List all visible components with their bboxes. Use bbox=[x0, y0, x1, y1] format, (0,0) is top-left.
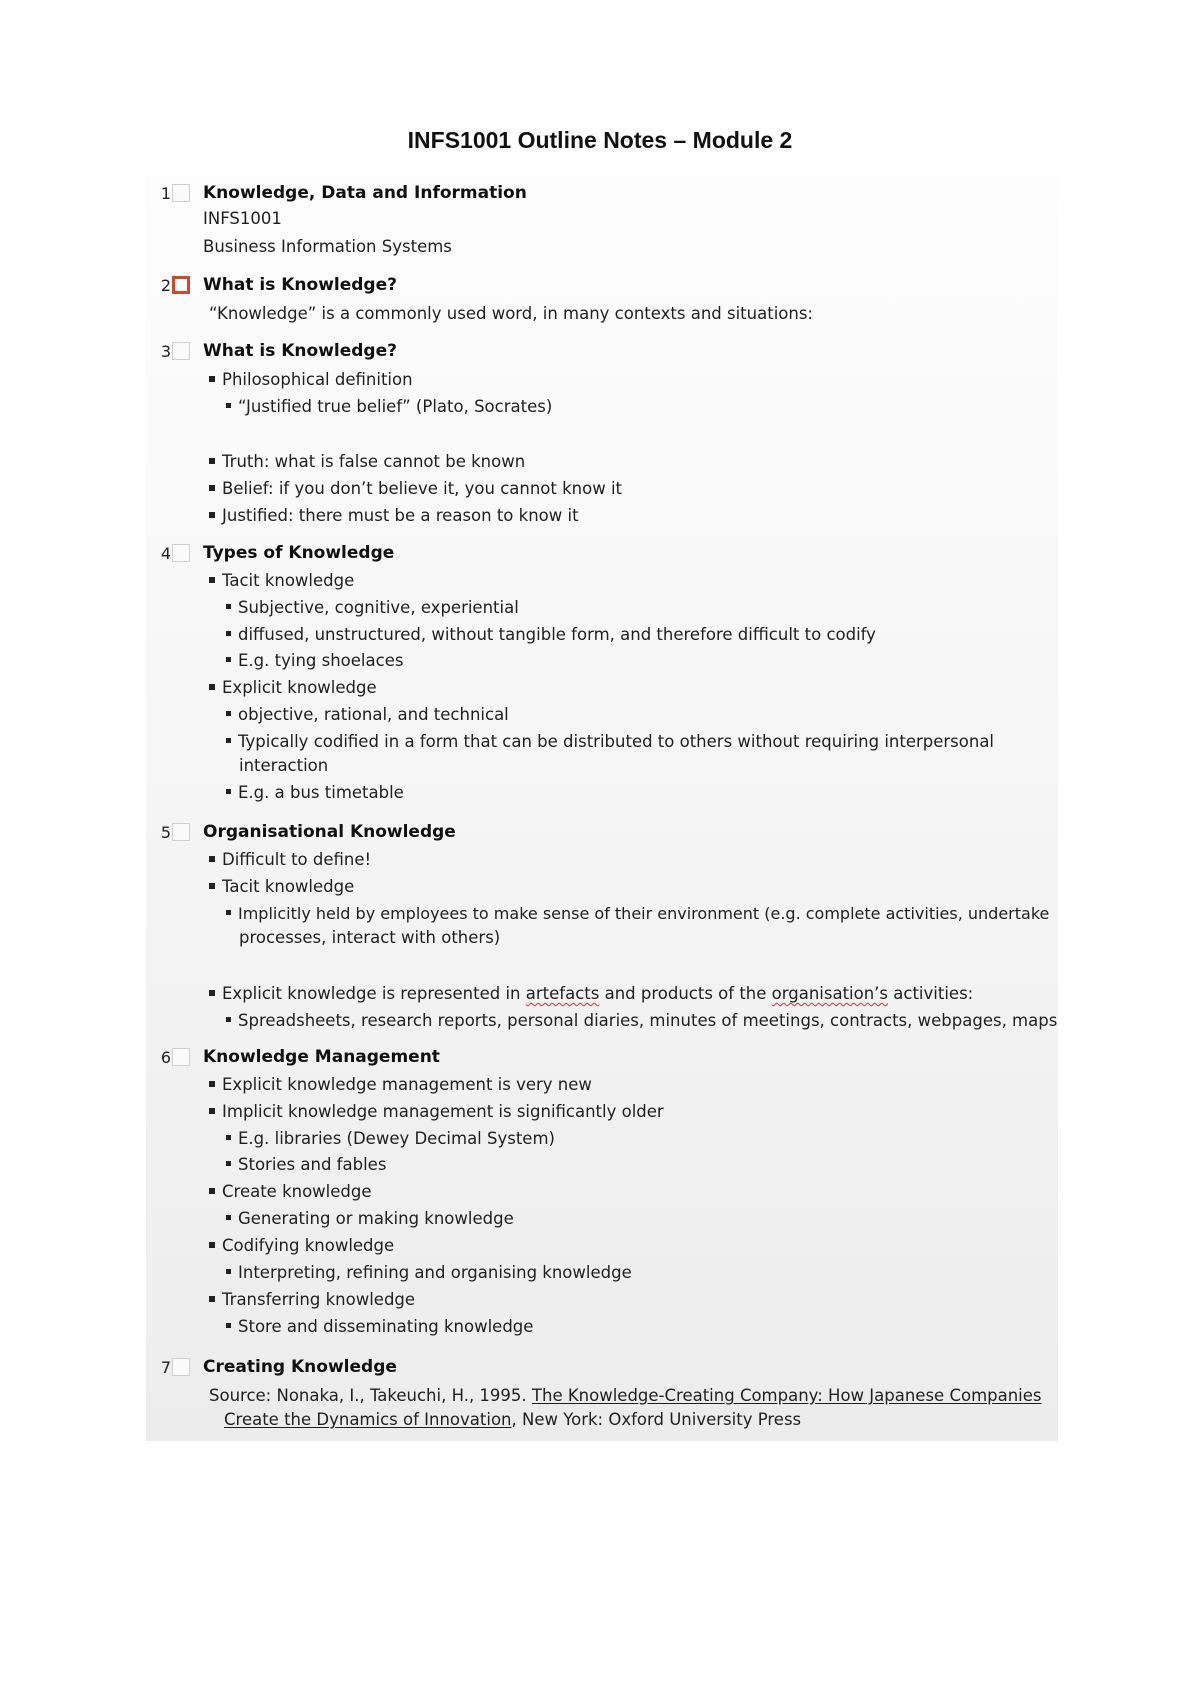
bullet-item[interactable]: Explicit knowledge is represented in artefacts and products of the organisation’s activities: bbox=[209, 984, 973, 1003]
slide-number: 2 bbox=[160, 276, 171, 295]
spell-check-word[interactable]: artefacts bbox=[525, 984, 600, 1003]
bullet-icon bbox=[209, 1108, 215, 1114]
slide-text[interactable]: Business Information Systems bbox=[203, 237, 452, 256]
bullet-icon bbox=[209, 990, 215, 996]
bullet-item[interactable]: Interpreting, refining and organising knowledge bbox=[226, 1263, 632, 1282]
book-title-link[interactable]: Create the Dynamics of Innovation bbox=[224, 1410, 512, 1429]
outline-pane[interactable] bbox=[146, 175, 1058, 1441]
bullet-item[interactable]: “Justified true belief” (Plato, Socrates) bbox=[226, 397, 552, 416]
slide-thumbnail-icon[interactable] bbox=[172, 823, 190, 841]
bullet-item[interactable]: E.g. a bus timetable bbox=[226, 783, 404, 802]
bullet-icon bbox=[226, 604, 231, 609]
bullet-item[interactable]: E.g. tying shoelaces bbox=[226, 651, 403, 670]
bullet-item[interactable]: Create knowledge bbox=[209, 1182, 372, 1201]
bullet-icon bbox=[209, 512, 215, 518]
source-citation[interactable]: Source: Nonaka, I., Takeuchi, H., 1995. The Knowledge-Creating Company: How Japanese Companies bbox=[209, 1386, 1042, 1405]
slide-title[interactable]: Organisational Knowledge bbox=[203, 822, 456, 842]
slide-thumbnail-selected-icon[interactable] bbox=[172, 276, 190, 294]
bullet-item[interactable]: diffused, unstructured, without tangible form, and therefore difficult to codify bbox=[226, 625, 876, 644]
bullet-icon bbox=[226, 1269, 231, 1274]
bullet-icon bbox=[226, 711, 231, 716]
bullet-icon bbox=[226, 1135, 231, 1140]
bullet-item[interactable]: Implicit knowledge management is significantly older bbox=[209, 1102, 664, 1121]
bullet-icon bbox=[209, 1242, 215, 1248]
slide-number: 5 bbox=[160, 823, 171, 842]
bullet-item[interactable]: E.g. libraries (Dewey Decimal System) bbox=[226, 1129, 555, 1148]
bullet-icon bbox=[226, 1017, 231, 1022]
bullet-icon bbox=[226, 1323, 231, 1328]
bullet-item[interactable]: Belief: if you don’t believe it, you cannot know it bbox=[209, 479, 622, 498]
bullet-continuation[interactable]: interaction bbox=[239, 756, 329, 775]
bullet-icon bbox=[209, 376, 215, 382]
bullet-icon bbox=[226, 1215, 231, 1220]
bullet-item[interactable]: Transferring knowledge bbox=[209, 1290, 415, 1309]
slide-title[interactable]: Knowledge, Data and Information bbox=[203, 183, 527, 203]
source-citation-continuation[interactable]: Create the Dynamics of Innovation, New York: Oxford University Press bbox=[224, 1410, 802, 1429]
bullet-icon bbox=[226, 631, 231, 636]
slide-title[interactable]: What is Knowledge? bbox=[203, 341, 397, 361]
bullet-item[interactable]: Spreadsheets, research reports, personal diaries, minutes of meetings, contracts, webpages, maps bbox=[226, 1011, 1057, 1030]
slide-title[interactable]: Creating Knowledge bbox=[203, 1357, 397, 1377]
slide-title[interactable]: Types of Knowledge bbox=[203, 543, 395, 563]
bullet-item[interactable]: Tacit knowledge bbox=[209, 571, 354, 590]
bullet-item[interactable]: Difficult to define! bbox=[209, 850, 371, 869]
slide-text[interactable]: “Knowledge” is a commonly used word, in many contexts and situations: bbox=[209, 304, 813, 323]
bullet-item[interactable]: Explicit knowledge bbox=[209, 678, 377, 697]
bullet-icon bbox=[209, 1081, 215, 1087]
bullet-item[interactable]: objective, rational, and technical bbox=[226, 705, 509, 724]
slide-thumbnail-icon[interactable] bbox=[172, 184, 190, 202]
bullet-item[interactable]: Philosophical definition bbox=[209, 370, 413, 389]
slide-number: 7 bbox=[160, 1358, 171, 1377]
bullet-icon bbox=[226, 657, 231, 662]
slide-number: 4 bbox=[160, 544, 171, 563]
bullet-item[interactable]: Store and disseminating knowledge bbox=[226, 1317, 533, 1336]
slide-text[interactable]: INFS1001 bbox=[203, 209, 282, 228]
slide-number: 1 bbox=[160, 184, 171, 203]
book-title-link[interactable]: The Knowledge-Creating Company: How Japanese Companies bbox=[531, 1386, 1042, 1405]
bullet-icon bbox=[226, 1161, 231, 1166]
bullet-icon bbox=[226, 789, 231, 794]
slide-number: 6 bbox=[160, 1048, 171, 1067]
bullet-item[interactable]: Justified: there must be a reason to know it bbox=[209, 506, 579, 525]
bullet-item[interactable]: Stories and fables bbox=[226, 1155, 386, 1174]
bullet-item[interactable]: Codifying knowledge bbox=[209, 1236, 394, 1255]
slide-number: 3 bbox=[160, 342, 171, 361]
bullet-icon bbox=[209, 1296, 215, 1302]
bullet-item[interactable]: Implicitly held by employees to make sense of their environment (e.g. complete activities, undertake bbox=[226, 904, 1049, 923]
bullet-item[interactable]: Generating or making knowledge bbox=[226, 1209, 514, 1228]
slide-thumbnail-icon[interactable] bbox=[172, 1358, 190, 1376]
bullet-item[interactable]: Explicit knowledge management is very new bbox=[209, 1075, 592, 1094]
bullet-icon bbox=[209, 458, 215, 464]
slide-title[interactable]: Knowledge Management bbox=[203, 1047, 440, 1067]
bullet-icon bbox=[226, 910, 231, 915]
bullet-icon bbox=[209, 485, 215, 491]
bullet-icon bbox=[209, 684, 215, 690]
bullet-continuation[interactable]: processes, interact with others) bbox=[239, 928, 501, 947]
bullet-icon bbox=[209, 883, 215, 889]
slide-thumbnail-icon[interactable] bbox=[172, 342, 190, 360]
bullet-item[interactable]: Truth: what is false cannot be known bbox=[209, 452, 525, 471]
slide-title[interactable]: What is Knowledge? bbox=[203, 275, 397, 295]
spell-check-word[interactable]: organisation’s bbox=[771, 984, 889, 1003]
document-title: INFS1001 Outline Notes – Module 2 bbox=[407, 127, 793, 153]
bullet-icon bbox=[226, 403, 231, 408]
bullet-item[interactable]: Tacit knowledge bbox=[209, 877, 354, 896]
bullet-icon bbox=[209, 1188, 215, 1194]
bullet-item[interactable]: Subjective, cognitive, experiential bbox=[226, 598, 519, 617]
slide-thumbnail-icon[interactable] bbox=[172, 1048, 190, 1066]
slide-thumbnail-icon[interactable] bbox=[172, 544, 190, 562]
bullet-icon bbox=[226, 738, 231, 743]
bullet-item[interactable]: Typically codified in a form that can be distributed to others without requiring interpersonal bbox=[226, 732, 994, 751]
bullet-icon bbox=[209, 577, 215, 583]
bullet-icon bbox=[209, 856, 215, 862]
